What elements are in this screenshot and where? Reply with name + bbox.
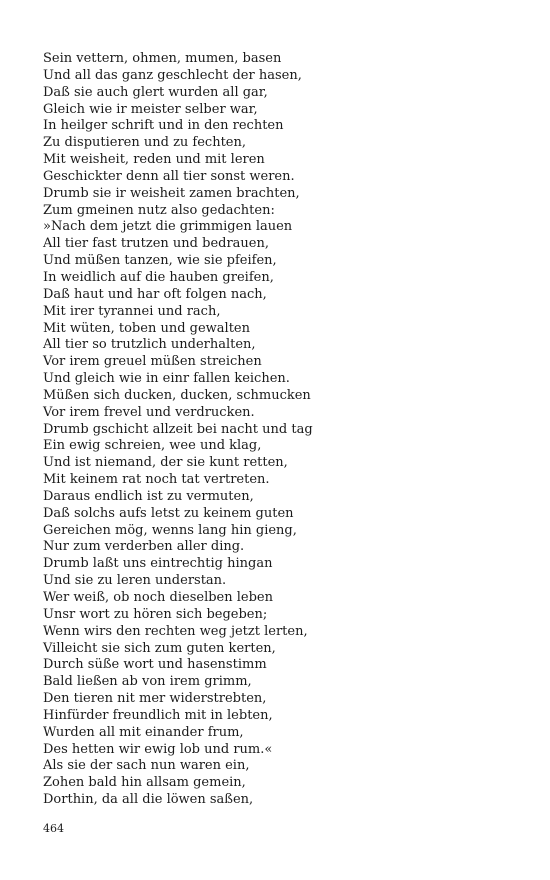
poem-line: Zu disputieren und zu fechten,: [43, 135, 247, 151]
poem-line: Geschickter denn all tier sonst weren.: [43, 168, 295, 184]
poem-line: Sein vettern, ohmen, mumen, basen: [43, 51, 282, 66]
poem-line: Ein ewig schreien, wee und klag,: [43, 438, 262, 454]
poem-line: Wenn wirs den rechten weg jetzt lerten,: [43, 623, 308, 639]
poem-line: Des hetten wir ewig lob und rum.«: [43, 741, 273, 757]
poem-line: All tier so trutzlich underhalten,: [43, 337, 256, 353]
poem-line: Daß sie auch glert wurden all gar,: [43, 84, 268, 100]
poem-line: Mit wüten, toben und gewalten: [43, 320, 250, 336]
poem-line: Vor irem frevel und verdrucken.: [43, 404, 255, 420]
poem-line: Drumb sie ir weisheit zamen brachten,: [43, 185, 300, 201]
poem-line: Daß haut und har oft folgen nach,: [43, 286, 267, 302]
poem-line: Und all das ganz geschlecht der hasen,: [43, 67, 302, 83]
poem-line: Und müßen tanzen, wie sie pfeifen,: [43, 253, 277, 269]
poem-line: Gereichen mög, wenns lang hin gieng,: [43, 522, 297, 538]
poem-line: Müßen sich ducken, ducken, schmucken: [43, 387, 311, 403]
poem-line: Drumb laßt uns eintrechtig hingan: [43, 556, 273, 572]
poem-line: Wurden all mit einander frum,: [43, 724, 244, 740]
poem-line: In weidlich auf die hauben greifen,: [43, 269, 274, 285]
poem-line: Nur zum verderben aller ding.: [43, 539, 245, 555]
poem-line: Wer weiß, ob noch dieselben leben: [43, 590, 273, 605]
poem-line: Gleich wie ir meister selber war,: [43, 101, 258, 117]
poem-line: Dorthin, da all die löwen saßen,: [43, 792, 254, 808]
poem-line: Vor irem greuel müßen streichen: [43, 354, 262, 370]
poem-line: Daraus endlich ist zu vermuten,: [43, 488, 254, 504]
poem-line: Villeicht sie sich zum guten kerten,: [43, 640, 276, 656]
poem-line: Als sie der sach nun waren ein,: [43, 758, 250, 774]
poem-line: Und sie zu leren understan.: [43, 573, 227, 589]
poem-line: Und gleich wie in einr fallen keichen.: [43, 371, 290, 387]
poem-line: Unsr wort zu hören sich begeben;: [43, 606, 268, 622]
poem-line: Mit irer tyrannei und rach,: [43, 303, 221, 319]
poem-line: Und ist niemand, der sie kunt retten,: [43, 455, 288, 471]
poem-line: Daß solchs aufs letst zu keinem guten: [43, 505, 294, 521]
poem-line: Hinfürder freundlich mit in lebten,: [43, 707, 273, 723]
poem-line: In heilger schrift und in den rechten: [43, 118, 284, 134]
poem-line: Mit weisheit, reden und mit leren: [43, 152, 265, 168]
poem-line: All tier fast trutzen und bedrauen,: [43, 236, 270, 252]
poem-line: Drumb gschicht allzeit bei nacht und tag: [43, 421, 313, 437]
poem-line: Zum gmeinen nutz also gedachten:: [43, 202, 275, 218]
poem-line: Durch süße wort und hasenstimm: [43, 657, 267, 673]
poem-line: Bald ließen ab von irem grimm,: [43, 674, 252, 690]
poem-line: Den tieren nit mer widerstrebten,: [43, 691, 267, 707]
page-number: 464: [43, 822, 64, 835]
poem-line: Mit keinem rat noch tat vertreten.: [43, 472, 270, 488]
poem-text: [43, 51, 313, 809]
poem-line: Zohen bald hin allsam gemein,: [43, 775, 246, 791]
poem-line: »Nach dem jetzt die grimmigen lauen: [43, 219, 293, 235]
